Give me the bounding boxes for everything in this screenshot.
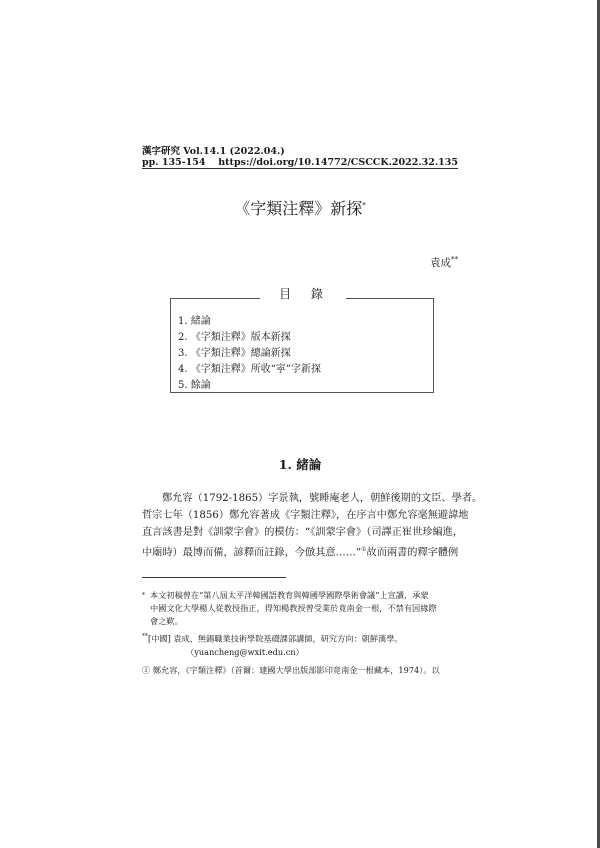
footnote-ref-1[interactable]: ① — [361, 546, 367, 553]
toc-item-2[interactable]: 2. 《字類注釋》版本新探 — [178, 332, 291, 343]
body-line-4-tail: 故而兩書的釋字體例 — [366, 547, 459, 559]
body-line-3: 直言該書是對《訓蒙字會》的模仿：“《訓蒙字會》（司譯正崔世珍編進， — [142, 527, 464, 538]
footnote-star-line-3: 會之歎。 — [150, 616, 183, 626]
toc-item-4[interactable]: 4. 《字類注釋》所收“𡨴”字新探 — [178, 364, 321, 375]
body-line-1: 鄭允容（1792-1865）字景執，號睡庵老人，朝鮮後期的文臣、學者。 — [162, 493, 483, 504]
body-line-4-text: 中廟時）最博而備，諺釋而註錄，今倣其意……” — [142, 547, 362, 559]
footnote-star-mark — [142, 590, 145, 604]
footnote-dstar-text: [中國] 袁成，無錫職業技術學院基礎課部講師，研究方向：朝鮮漢學。 — [148, 633, 403, 644]
journal-info: 漢字研究 Vol.14.1 (2022.04.) — [142, 146, 285, 157]
toc-heading: 目 錄 — [260, 285, 346, 302]
section-heading: 1. 緒論 — [278, 457, 322, 472]
footnote-1-mark: ① — [142, 665, 151, 675]
paper-title — [0, 196, 600, 219]
header-rule — [142, 168, 458, 169]
body-line-4 — [142, 542, 458, 561]
title-text: 《字類注釋》新探 — [234, 199, 363, 218]
footnote-star-symbol: * — [142, 592, 145, 599]
toc-item-5[interactable]: 5. 餘論 — [178, 380, 211, 391]
footnote-rule — [142, 577, 286, 578]
author-name: 袁成 — [430, 257, 451, 269]
footnote-star-line-2: 中國文化大學楊人從教授指正，得知楊教授曾受業於竟南金一根，不禁有因緣際 — [150, 603, 437, 613]
footnote-1 — [142, 664, 440, 676]
footnote-star-line-1: 本文初稿曾在“第八屆太平洋韓國語教育與韓國學國際學術會議”上宣讀，承蒙 — [150, 590, 429, 600]
footnote-dstar — [142, 631, 403, 645]
footnote-dstar-symbol: ** — [142, 633, 148, 640]
author-footnote-mark: ** — [451, 255, 458, 264]
toc-item-3[interactable]: 3. 《字類注釋》總論新探 — [178, 348, 291, 359]
table-of-contents-box — [170, 298, 434, 393]
footnote-1-text: 鄭允容，《字類注釋》（首爾：建國大學出版部影印竟南金一根藏本，1974）。以 — [152, 665, 440, 675]
page-range: pp. 135-154 — [142, 157, 206, 168]
title-footnote-mark: * — [362, 201, 366, 210]
doi-link[interactable]: https://doi.org/10.14772/CSCCK.2022.32.135 — [218, 157, 458, 168]
author-email[interactable]: （yuancheng@wxit.edu.cn） — [186, 647, 304, 657]
author — [430, 255, 458, 270]
body-line-2: 哲宗七年（1856）鄭允容著成《字類注釋》，在序言中鄭允容毫無避諱地 — [142, 510, 469, 521]
toc-item-1[interactable]: 1. 緒論 — [178, 316, 211, 327]
